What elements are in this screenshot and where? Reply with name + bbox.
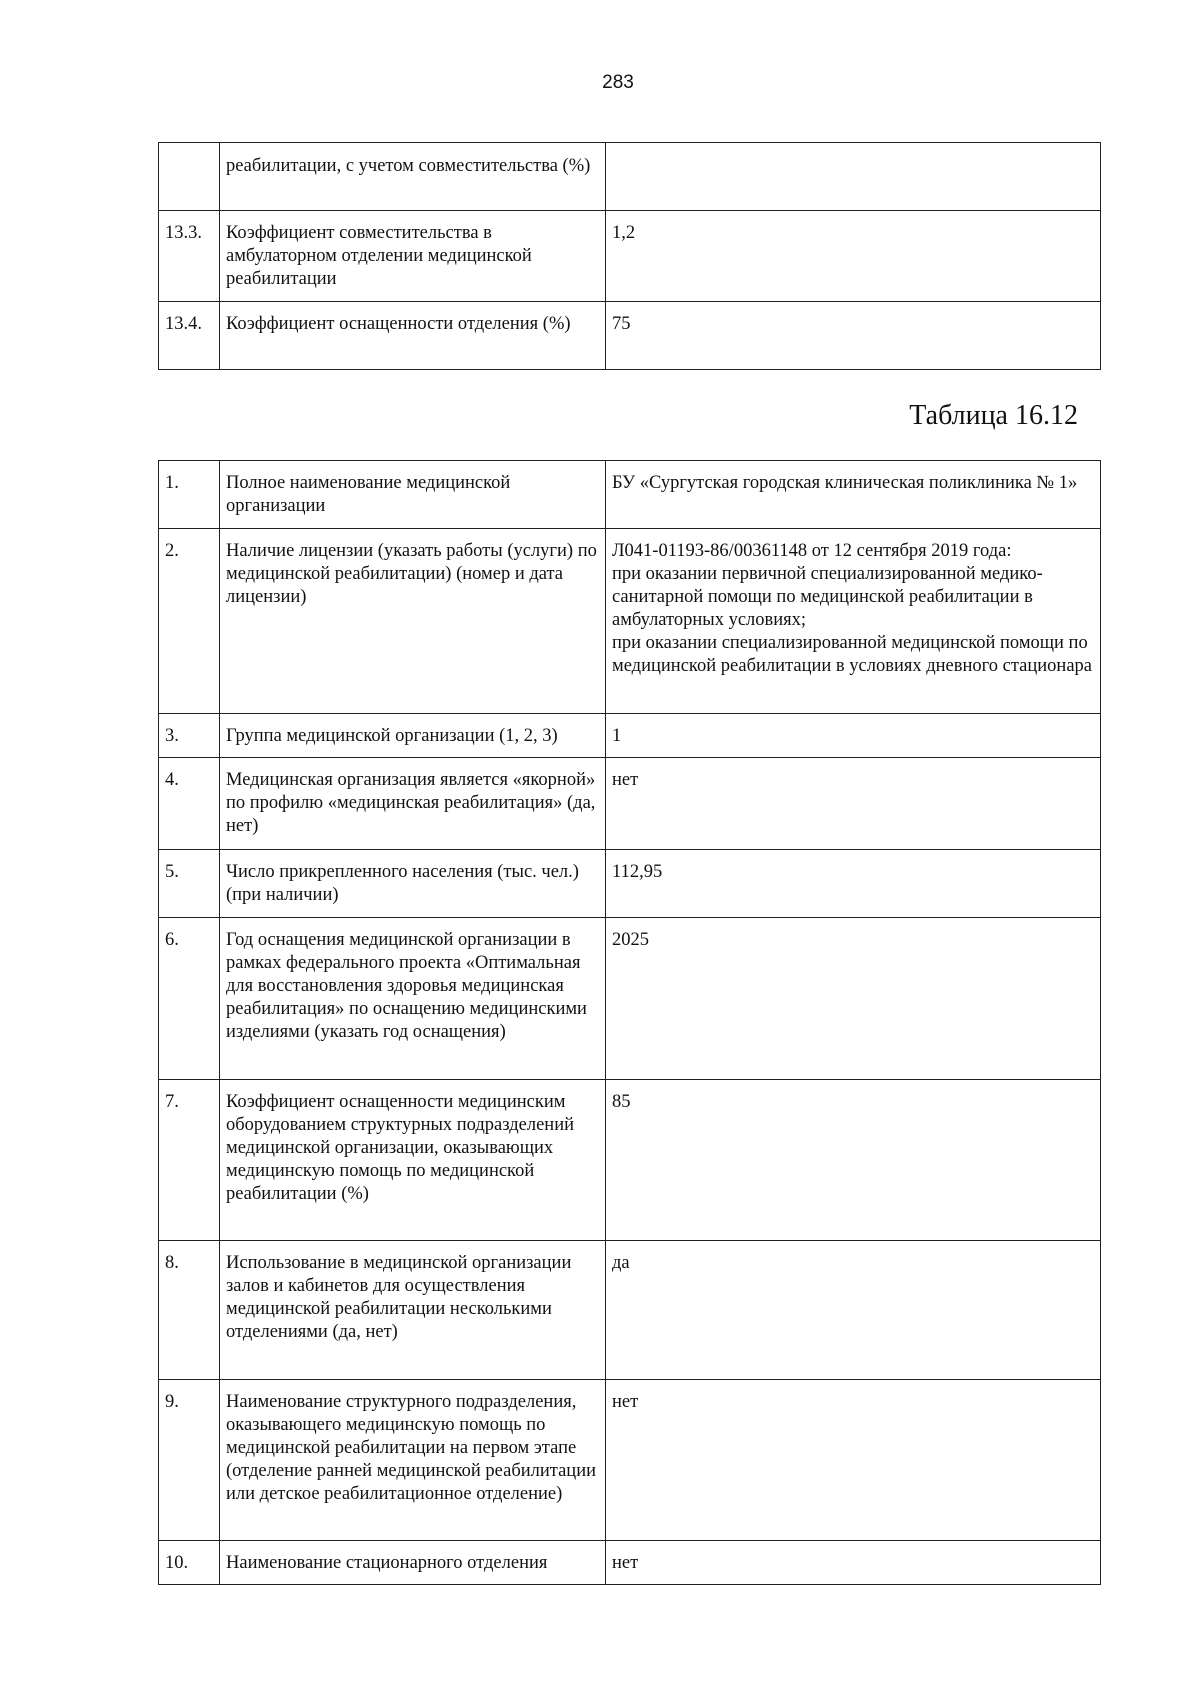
table-caption: Таблица 16.12 [909, 400, 1078, 431]
row-value: 112,95 [606, 850, 1101, 918]
table-row [159, 461, 1101, 529]
row-number: 10. [159, 1541, 220, 1585]
table-row [159, 918, 1101, 1080]
table-row [159, 850, 1101, 918]
row-value: нет [606, 758, 1101, 850]
row-value: да [606, 1241, 1101, 1380]
row-value [606, 143, 1101, 211]
page-number: 283 [602, 72, 634, 93]
row-number: 4. [159, 758, 220, 850]
row-value: 1 [606, 714, 1101, 758]
row-label: Коэффициент совместительства в амбулаторном отделении медицинской реабилитации [220, 211, 606, 302]
row-number: 6. [159, 918, 220, 1080]
row-label: Наименование структурного подразделения, оказывающего медицинскую помощь по медицинской реабилитации на первом этапе (отделение ранней медицинской реабилитации или детское реабилитационное отделение) [220, 1380, 606, 1541]
row-number: 5. [159, 850, 220, 918]
table-row [159, 714, 1101, 758]
row-number: 7. [159, 1080, 220, 1241]
table-row [159, 529, 1101, 714]
row-value: БУ «Сургутская городская клиническая поликлиника № 1» [606, 461, 1101, 529]
table-row [159, 143, 1101, 211]
row-number: 9. [159, 1380, 220, 1541]
row-value: 75 [606, 302, 1101, 370]
table-row [159, 1241, 1101, 1380]
row-label: Использование в медицинской организации залов и кабинетов для осуществления медицинской реабилитации несколькими отделениями (да, нет) [220, 1241, 606, 1380]
row-label: Группа медицинской организации (1, 2, 3) [220, 714, 606, 758]
row-number: 3. [159, 714, 220, 758]
row-label: реабилитации, с учетом совместительства (%) [220, 143, 606, 211]
table-continuation [158, 142, 1101, 370]
row-value: нет [606, 1380, 1101, 1541]
table-16-12 [158, 460, 1101, 1585]
row-label: Медицинская организация является «якорной» по профилю «медицинская реабилитация» (да, нет) [220, 758, 606, 850]
row-label: Полное наименование медицинской организации [220, 461, 606, 529]
row-value: Л041-01193-86/00361148 от 12 сентября 2019 года: при оказании первичной специализированной медико-санитарной помощи по медицинской реабилитации в амбулаторных условиях; при оказании специализированной медицинской помощи по медицинской реабилитации в условиях дневного стационара [606, 529, 1101, 714]
table-row [159, 1380, 1101, 1541]
row-label: Число прикрепленного населения (тыс. чел.) (при наличии) [220, 850, 606, 918]
table-row [159, 758, 1101, 850]
row-number: 13.3. [159, 211, 220, 302]
row-value: 2025 [606, 918, 1101, 1080]
table-row [159, 1541, 1101, 1585]
row-number: 13.4. [159, 302, 220, 370]
row-value: нет [606, 1541, 1101, 1585]
row-label: Наличие лицензии (указать работы (услуги) по медицинской реабилитации) (номер и дата лицензии) [220, 529, 606, 714]
table-row [159, 1080, 1101, 1241]
row-value: 85 [606, 1080, 1101, 1241]
row-number [159, 143, 220, 211]
row-label: Коэффициент оснащенности медицинским оборудованием структурных подразделений медицинской организации, оказывающих медицинскую помощь по медицинской реабилитации (%) [220, 1080, 606, 1241]
row-number: 8. [159, 1241, 220, 1380]
row-number: 2. [159, 529, 220, 714]
row-label: Коэффициент оснащенности отделения (%) [220, 302, 606, 370]
row-value: 1,2 [606, 211, 1101, 302]
row-label: Год оснащения медицинской организации в рамках федерального проекта «Оптимальная для восстановления здоровья медицинская реабилитация» по оснащению медицинскими изделиями (указать год оснащения) [220, 918, 606, 1080]
table-row [159, 302, 1101, 370]
table-row [159, 211, 1101, 302]
row-number: 1. [159, 461, 220, 529]
row-label: Наименование стационарного отделения [220, 1541, 606, 1585]
